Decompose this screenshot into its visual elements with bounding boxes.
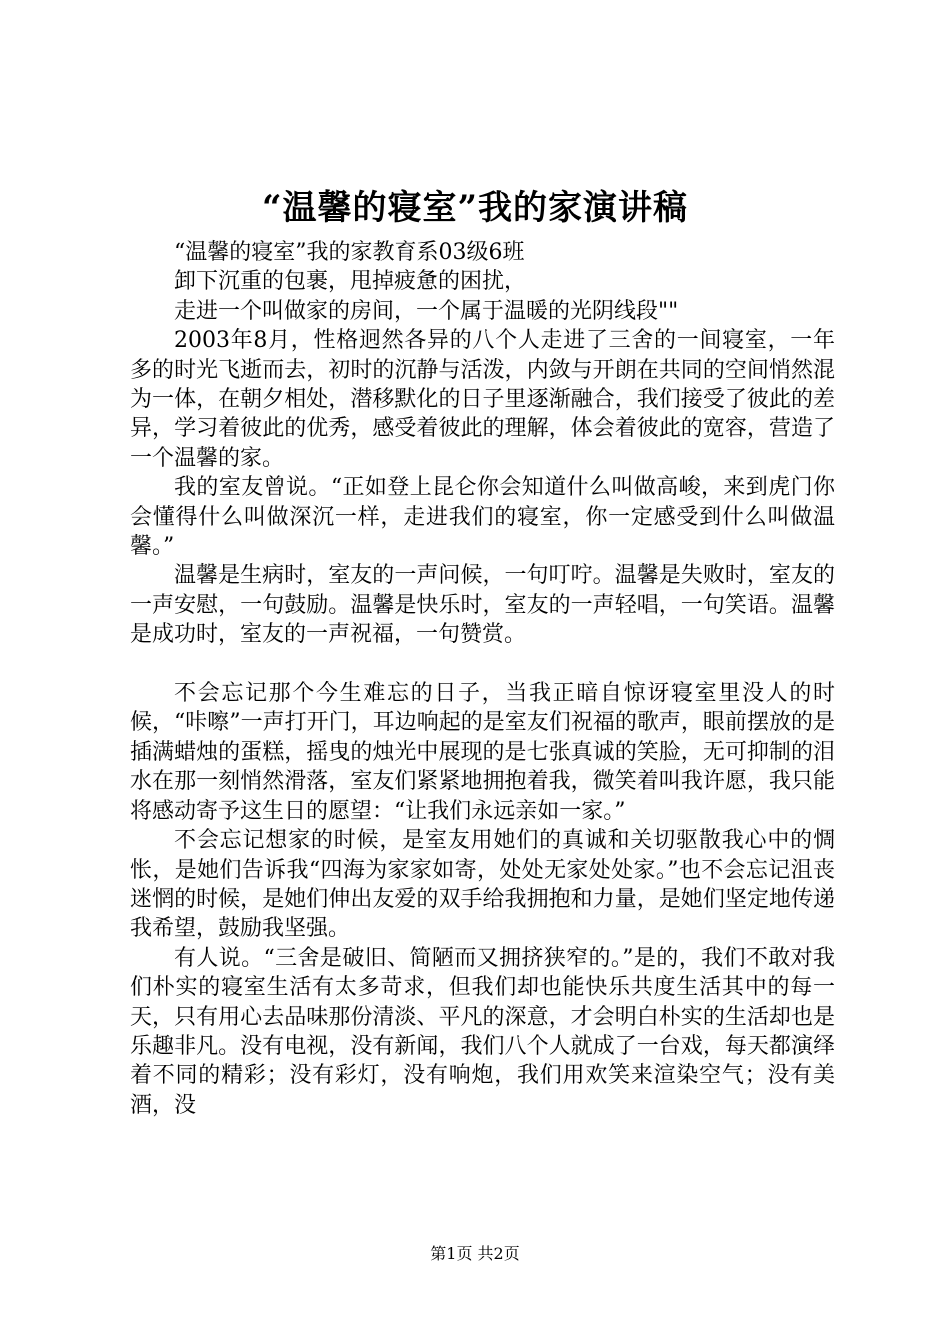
paragraph-class-info: “温馨的寝室”我的家教育系03级6班	[174, 240, 525, 265]
document-body	[130, 238, 835, 1120]
paragraph-birthday: 不会忘记那个今生难忘的日子，当我正暗自惊讶寝室里没人的时候，“咔嚓”一声打开门，耳边响起的是室友们祝福的歌声，眼前摆放的是插满蜡烛的蛋糕，摇曳的烛光中展现的是七张真诚的笑脸，无可抑制的泪水在那一刻悄然滑落，室友们紧紧地拥抱着我，微笑着叫我许愿，我只能将感动寄予这生日的愿望：“让我们永远亲如一家。”	[130, 681, 835, 824]
paragraph-poem-line-2: 走进一个叫做家的房间，一个属于温暖的光阴线段""	[174, 298, 679, 324]
paragraph-roommate-quote: 我的室友曾说。“正如登上昆仑你会知道什么叫做高峻，来到虎门你会懂得什么叫做深沉一样，走进我们的寝室，你一定感受到什么叫做温馨。”	[130, 475, 835, 560]
document-title: “温馨的寝室”我的家演讲稿	[261, 188, 689, 228]
paragraph-warmth: 温馨是生病时，室友的一声问候，一句叮咛。温馨是失败时，室友的一声安慰，一句鼓励。温馨是快乐时，室友的一声轻唱，一句笑语。温馨是成功时，室友的一声祝福，一句赞赏。	[130, 563, 835, 648]
paragraph-poem-line-1: 卸下沉重的包裹，甩掉疲惫的困扰，	[174, 269, 527, 295]
paragraph-homesick: 不会忘记想家的时候，是室友用她们的真诚和关切驱散我心中的惆怅，是她们告诉我“四海为家家如寄，处处无家处处家。”也不会忘记沮丧迷惘的时候，是她们伸出友爱的双手给我拥抱和力量，是她们坚定地传递我希望，鼓励我坚强。	[130, 828, 835, 942]
paragraph-intro: 2003年8月，性格迥然各异的八个人走进了三舍的一间寝室，一年多的时光飞逝而去，初时的沉静与活泼，内敛与开朗在共同的空间悄然混为一体，在朝夕相处，潜移默化的日子里逐渐融合，我们接受了彼此的差异，学习着彼此的优秀，感受着彼此的理解，体会着彼此的宽容，营造了一个温馨的家。	[130, 328, 835, 471]
page-footer: 第1页 共2页	[430, 1244, 520, 1263]
paragraph-dorm-life: 有人说。“三舍是破旧、简陋而又拥挤狭窄的。”是的，我们不敢对我们朴实的寝室生活有太多苛求，但我们却也能快乐共度生活其中的每一天，只有用心去品味那份清淡、平凡的深意，才会明白朴实的生活却也是乐趣非凡。没有电视，没有新闻，我们八个人就成了一台戏，每天都演绎着不同的精彩；没有彩灯，没有响炮，我们用欢笑来渲染空气；没有美酒，没	[130, 945, 835, 1118]
